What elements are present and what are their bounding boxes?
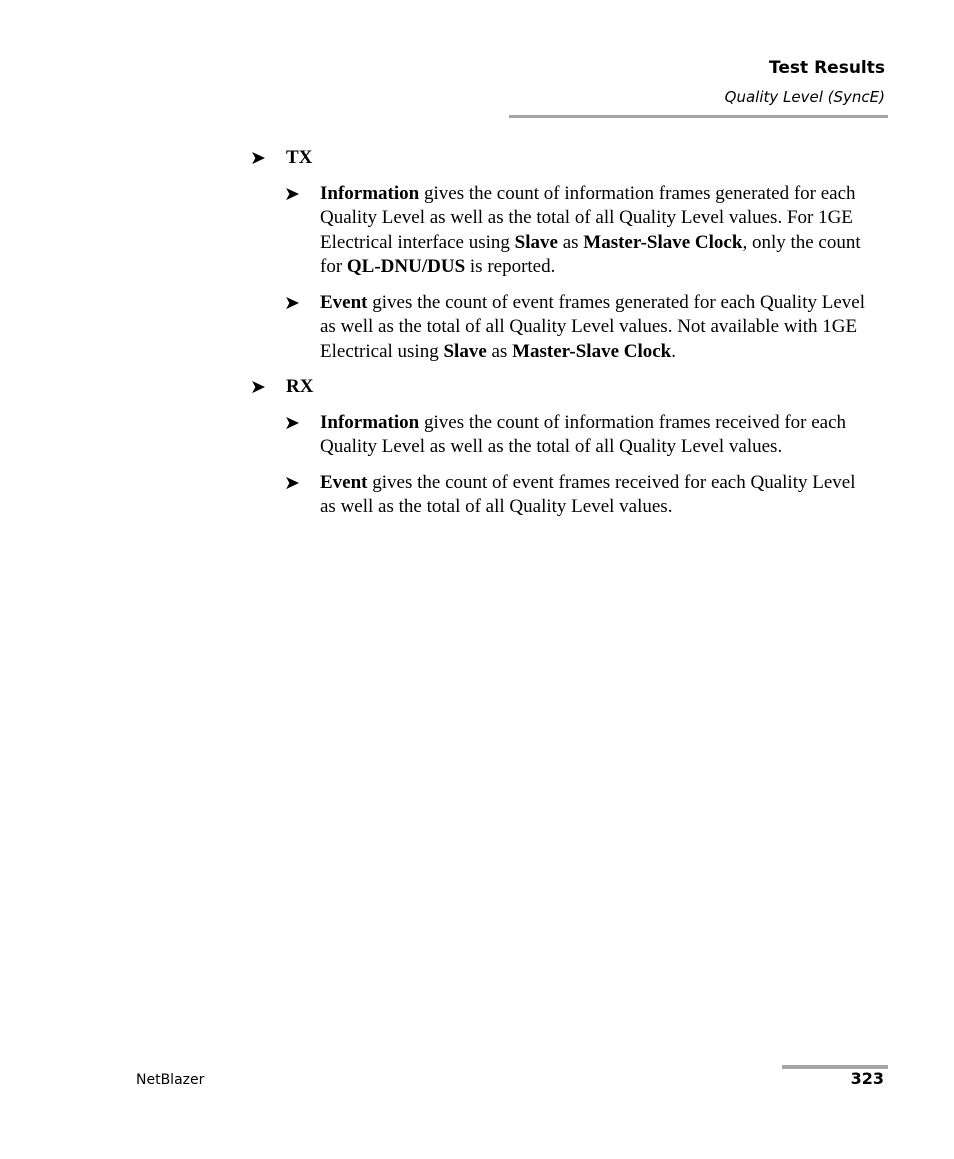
slave-term: Slave — [443, 340, 487, 362]
tx-information-text-3: is reported. — [465, 256, 556, 277]
rx-event-item — [250, 471, 874, 520]
master-slave-clock-term: Master-Slave Clock — [583, 231, 743, 253]
slave-term: Slave — [514, 231, 558, 253]
arrowhead-bullet-icon: ➤ — [284, 183, 300, 205]
rx-event-term: Event — [320, 471, 368, 493]
rx-label: RX — [286, 376, 314, 397]
page-header-title: Test Results — [769, 58, 885, 78]
tx-list-item — [250, 146, 874, 171]
tx-event-text: gives the count of event frames generated for each Quality Level as well as the total of all Quality Level values. Not available with 1GE Electrical using — [320, 291, 865, 362]
master-slave-clock-term: Master-Slave Clock — [512, 340, 672, 362]
rx-information-text: gives the count of information frames received for each Quality Level as well as the total of all Quality Level values. — [320, 411, 847, 457]
connector-text: as — [557, 231, 584, 253]
arrowhead-bullet-icon: ➤ — [284, 472, 300, 494]
rx-information-term: Information — [320, 411, 420, 433]
page-header-subtitle: Quality Level (SyncE) — [724, 88, 885, 106]
rx-information-item — [250, 411, 874, 460]
tx-event-item — [250, 291, 874, 365]
arrowhead-bullet-icon: ➤ — [250, 377, 266, 398]
rx-event-text: gives the count of event frames received for each Quality Level as well as the total of all Quality Level values. — [320, 471, 856, 517]
tx-information-term: Information — [320, 182, 420, 204]
arrowhead-bullet-icon: ➤ — [250, 148, 266, 169]
tx-information-text-2: , only the count for — [320, 231, 861, 277]
arrowhead-bullet-icon: ➤ — [284, 292, 300, 314]
footer-product-name: NetBlazer — [136, 1072, 205, 1088]
ql-dnu-dus-term: QL-DNU/DUS — [346, 256, 466, 277]
tx-information-text: gives the count of information frames generated for each Quality Level as well as the total of all Quality Level values. For 1GE Electrical interface using — [320, 182, 856, 253]
page-number: 323 — [850, 1069, 884, 1088]
tx-label: TX — [286, 147, 313, 168]
page-body — [250, 146, 874, 531]
tx-event-text-2: . — [671, 340, 676, 362]
connector-text: as — [486, 340, 513, 362]
arrowhead-bullet-icon: ➤ — [284, 412, 300, 434]
header-divider — [509, 115, 888, 118]
tx-event-term: Event — [320, 291, 368, 313]
tx-information-item — [250, 182, 874, 280]
rx-list-item — [250, 375, 874, 400]
